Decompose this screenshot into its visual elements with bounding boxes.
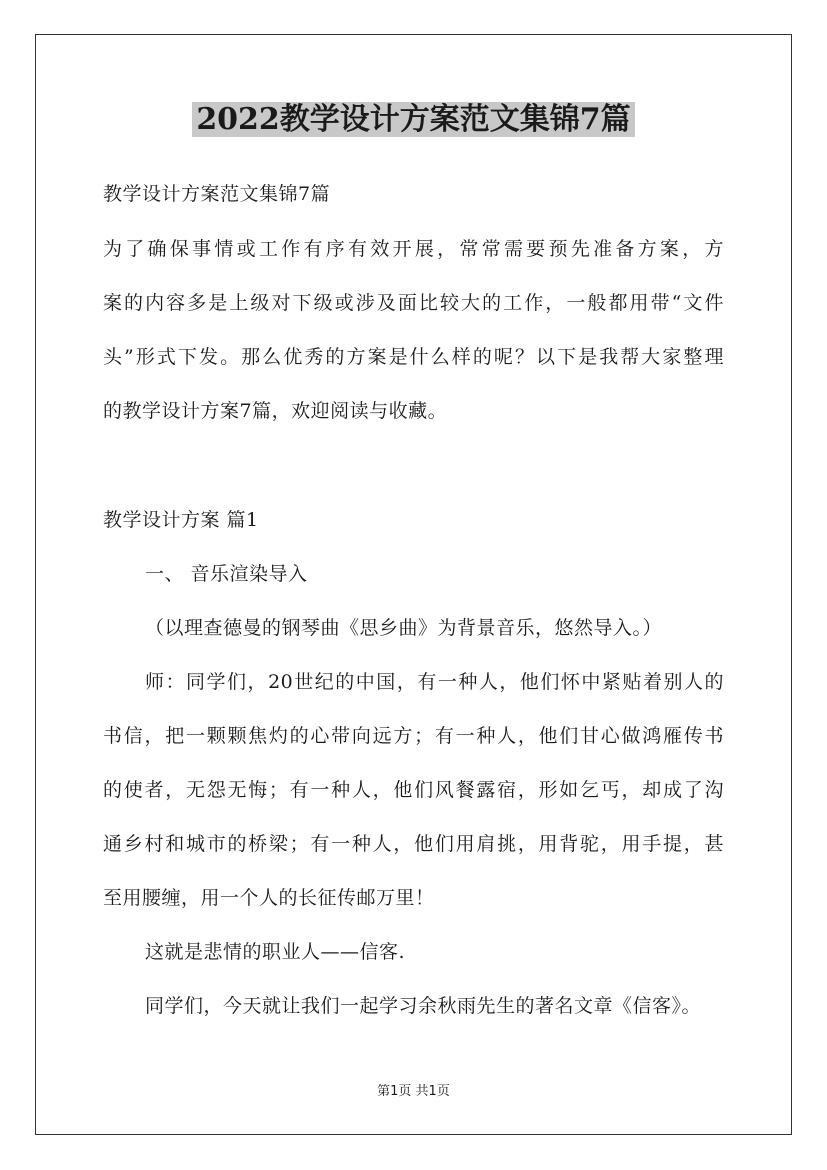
closing-line: 同学们，今天就让我们一起学习余秋雨先生的著名文章《信客》。 (145, 995, 702, 1017)
teacher-speech-line-4: 通乡村和城市的桥梁；有一种人，他们用肩挑，用背驼，用手提，甚 (103, 833, 724, 855)
section-heading: 教学设计方案 篇1 (103, 509, 259, 531)
document-title (0, 100, 827, 140)
step-heading: 一、 音乐渲染导入 (145, 563, 308, 585)
stage-direction: （以理查德曼的钢琴曲《思乡曲》为背景音乐，悠然导入。） (145, 617, 663, 639)
document-title-text: 2022教学设计方案范文集锦7篇 (192, 102, 634, 137)
teacher-speech-line-5: 至用腰缠，用一个人的长征传邮万里！ (103, 887, 435, 909)
teacher-speech-line-2: 书信，把一颗颗焦灼的心带向远方；有一种人，他们甘心做鸿雁传书 (103, 725, 724, 747)
subtitle: 教学设计方案范文集锦7篇 (103, 183, 331, 205)
statement: 这就是悲情的职业人——信客. (145, 941, 406, 963)
page-footer: 第1页 共1页 (377, 1084, 450, 1099)
teacher-speech-line-1: 师：同学们，20世纪的中国，有一种人，他们怀中紧贴着别人的 (145, 671, 724, 693)
intro-line-4: 的教学设计方案7篇，欢迎阅读与收藏。 (103, 400, 448, 422)
intro-line-3: 头”形式下发。那么优秀的方案是什么样的呢？以下是我帮大家整理 (103, 346, 724, 368)
intro-line-2: 案的内容多是上级对下级或涉及面比较大的工作，一般都用带“文件 (103, 292, 724, 314)
intro-line-1: 为了确保事情或工作有序有效开展，常常需要预先准备方案，方 (103, 238, 724, 260)
teacher-speech-line-3: 的使者，无怨无悔；有一种人，他们风餐露宿，形如乞丐，却成了沟 (103, 779, 724, 801)
